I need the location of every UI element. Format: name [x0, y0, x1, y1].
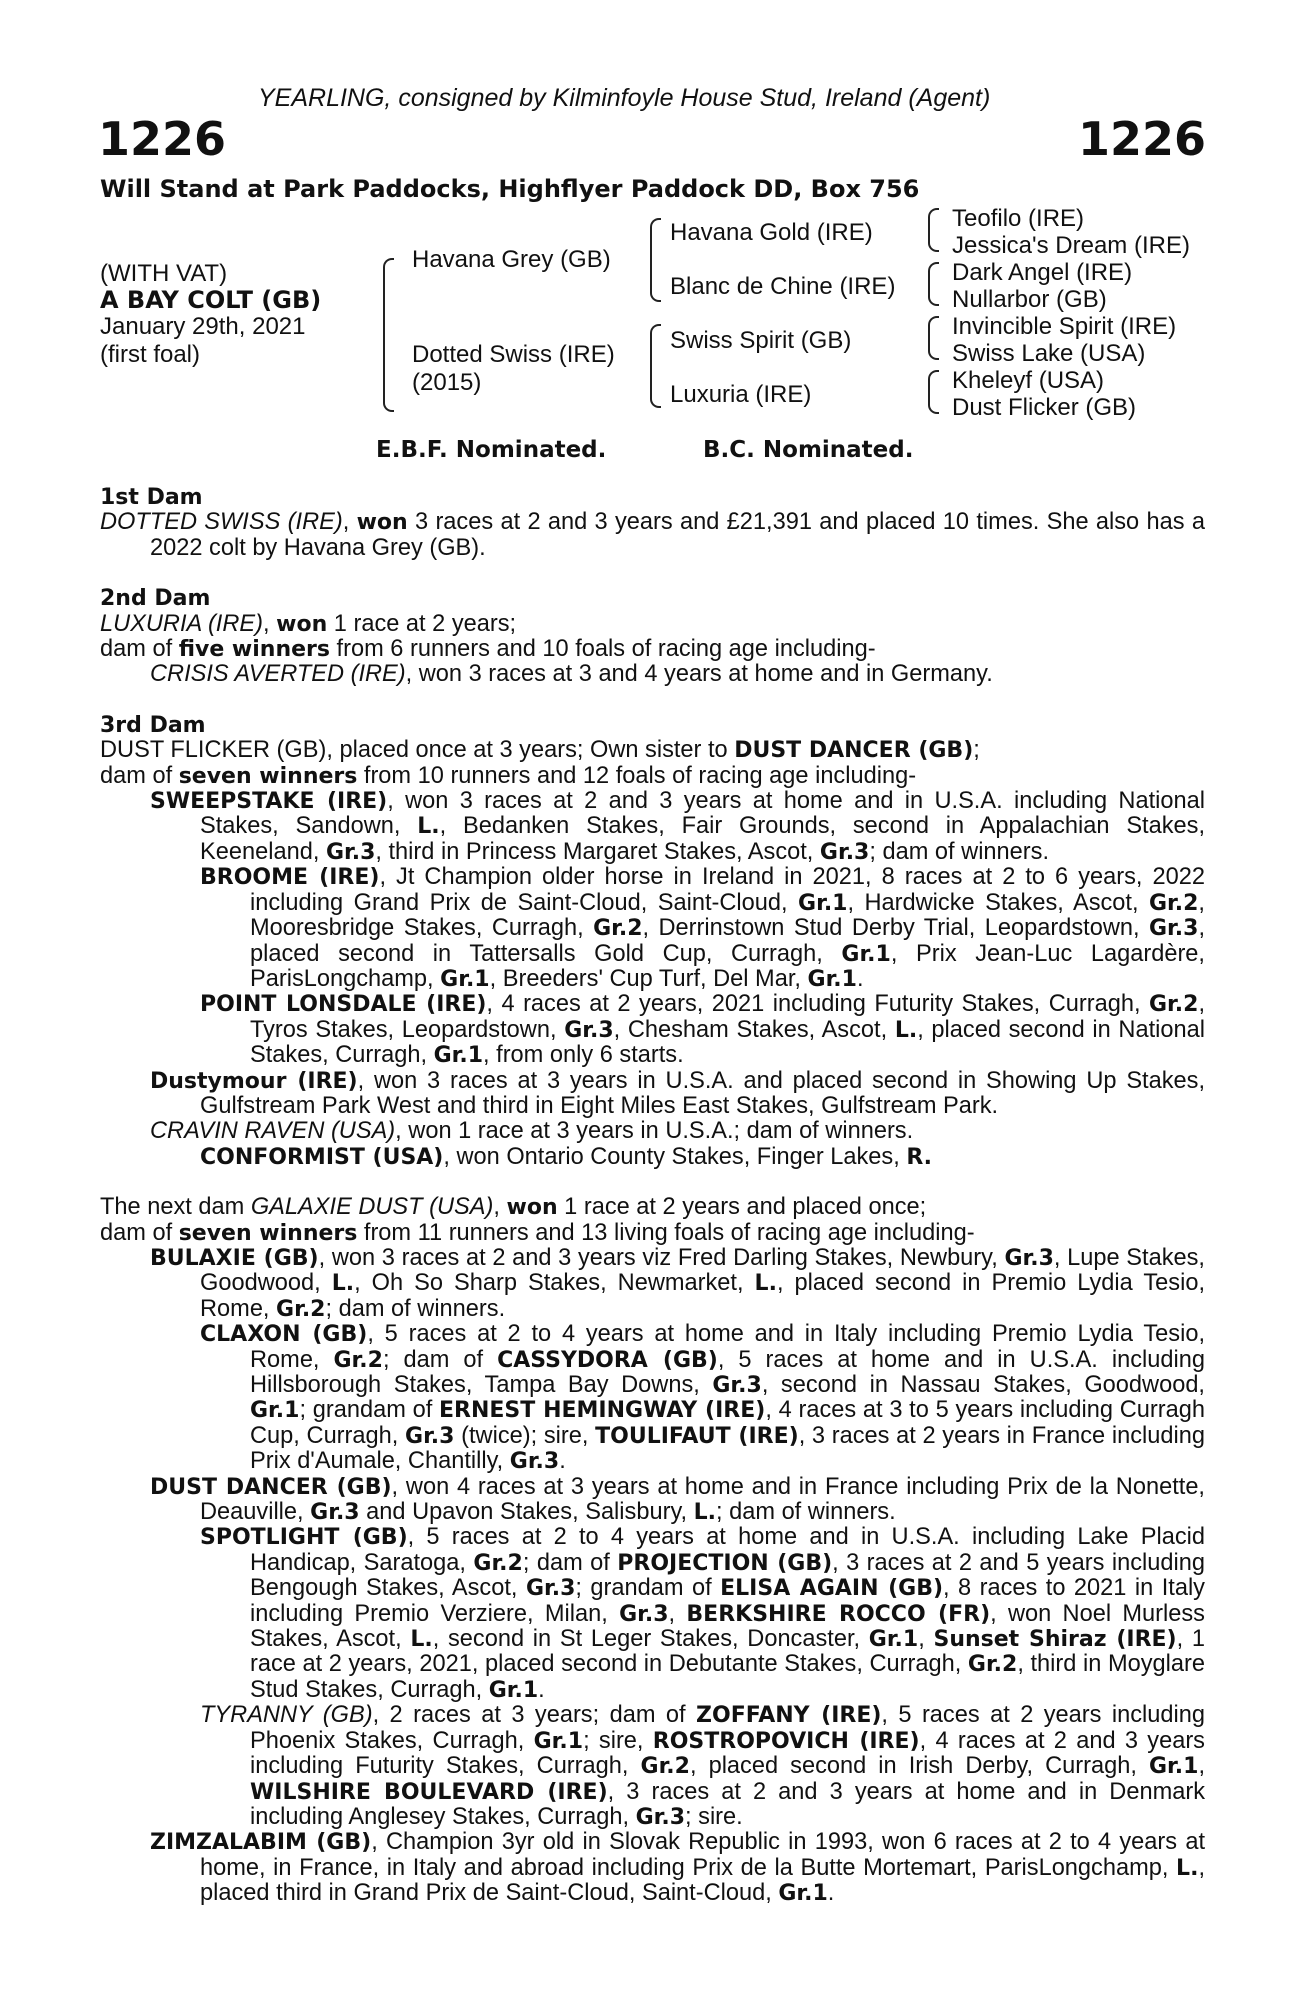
ped-sss: Teofilo (IRE) [952, 205, 1085, 232]
next-dam-produce: dam of seven winners from 11 runners and 13 living foals of racing age including- [100, 1219, 975, 1246]
next-dam-text: The next dam GALAXIE DUST (USA), won 1 race at 2 years and placed once; [100, 1194, 927, 1221]
dam-year: (2015) [412, 369, 482, 396]
pedigree-brace-ds [928, 316, 939, 360]
pedigree-brace-ss [928, 208, 939, 252]
dam-sire: Swiss Spirit (GB) [670, 327, 852, 354]
lot-number-right: 1226 [1077, 112, 1206, 166]
pedigree-brace-main [383, 258, 394, 412]
ped-dss: Invincible Spirit (IRE) [952, 313, 1177, 340]
horse-name: A BAY COLT (GB) [100, 286, 322, 314]
lot-number-left: 1226 [98, 112, 227, 166]
third-dam-produce: dam of seven winners from 10 runners and 12 foals of racing age including- [100, 762, 917, 789]
sire: Havana Grey (GB) [412, 246, 611, 273]
second-dam-text: LUXURIA (IRE), won 1 race at 2 years; [100, 610, 517, 637]
ped-dds: Kheleyf (USA) [952, 367, 1105, 394]
foaling-date: January 29th, 2021 [100, 313, 306, 340]
ped-ssd: Jessica's Dream (IRE) [952, 232, 1190, 259]
third-dam-text: DUST FLICKER (GB), placed once at 3 years; Own sister to DUST DANCER (GB); [100, 737, 980, 764]
offspring-cravin-raven: CRAVIN RAVEN (USA), won 1 race at 3 years in U.S.A.; dam of winners. [150, 1118, 914, 1145]
third-dam-heading: 3rd Dam [100, 712, 206, 738]
ped-dsd: Swiss Lake (USA) [952, 340, 1146, 367]
pedigree-brace-sire [650, 218, 661, 302]
first-dam-heading: 1st Dam [100, 485, 203, 510]
offspring-dust-dancer: DUST DANCER (GB), won 4 races at 3 years at home and in France including Prix de la Nonette, Deauville, Gr.3 and Upavon Stakes, Salisbury, L.; dam of winners. [150, 1473, 1205, 1526]
offspring-zimzalabim: ZIMZALABIM (GB), Champion 3yr old in Slovak Republic in 1993, won 6 races at 2 to 4 years at home, in France, in Italy and abroad including Prix de la Butte Mortemart, ParisLongchamp, L., placed third in Grand Prix de Saint-Cloud, Saint-Cloud, Gr.1. [150, 1829, 1205, 1907]
dam: Dotted Swiss (IRE) [412, 341, 615, 368]
first-dam-text: DOTTED SWISS (IRE), won 3 races at 2 and 3 years and £21,391 and placed 10 times. She also has a 2022 colt by Havana Grey (GB). [100, 509, 1205, 561]
ebf-nomination: E.B.F. Nominated. [376, 437, 607, 463]
ped-ddd: Dust Flicker (GB) [952, 394, 1137, 421]
ped-sds: Dark Angel (IRE) [952, 259, 1133, 286]
offspring-point-lonsdale: POINT LONSDALE (IRE), 4 races at 2 years, 2021 including Futurity Stakes, Curragh, Gr.2, Tyros Stakes, Leopardstown, Gr.3, Chesham Stakes, Ascot, L., placed second in National Stakes, Curragh, Gr.1, from only 6 starts. [200, 991, 1206, 1069]
foal-note: (first foal) [100, 341, 201, 368]
second-dam-heading: 2nd Dam [100, 586, 211, 612]
bc-nomination: B.C. Nominated. [703, 437, 914, 463]
ped-sdd: Nullarbor (GB) [952, 286, 1107, 313]
pedigree-brace-dam [650, 324, 661, 408]
pedigree-brace-sd [928, 262, 939, 306]
offspring-sweepstake: SWEEPSTAKE (IRE), won 3 races at 2 and 3 years at home and in U.S.A. including National Stakes, Sandown, L., Bedanken Stakes, Fair Grounds, second in Appalachian Stakes, Keeneland, Gr.3, third in Princess Margaret Stakes, Ascot, Gr.3; dam of winners. [150, 788, 1205, 865]
offspring-conformist: CONFORMIST (USA), won Ontario County Stakes, Finger Lakes, R. [200, 1143, 933, 1170]
vat-note: (WITH VAT) [100, 260, 228, 287]
catalogue-body [100, 485, 1205, 1907]
dam-dam: Luxuria (IRE) [670, 381, 812, 408]
sire-sire: Havana Gold (IRE) [670, 219, 873, 246]
sire-dam: Blanc de Chine (IRE) [670, 273, 896, 300]
offspring-tyranny: TYRANNY (GB), 2 races at 3 years; dam of ZOFFANY (IRE), 5 races at 2 years including Phoenix Stakes, Curragh, Gr.1; sire, ROSTROPOVICH (IRE), 4 races at 2 and 3 years including Futurity Stakes, Curragh, Gr.2, placed second in Irish Derby, Curragh, Gr.1, WILSHIRE BOULEVARD (IRE), 3 races at 2 and 3 years at home and in Denmark including Anglesey Stakes, Curragh, Gr.3; sire. [200, 1702, 1206, 1830]
offspring-bulaxie: BULAXIE (GB), won 3 races at 2 and 3 years viz Fred Darling Stakes, Newbury, Gr.3, Lupe Stakes, Goodwood, L., Oh So Sharp Stakes, Newmarket, L., placed second in Premio Lydia Tesio, Rome, Gr.2; dam of winners. [150, 1244, 1205, 1322]
stand-location: Will Stand at Park Paddocks, Highflyer Paddock DD, Box 756 [100, 175, 920, 203]
second-dam-offspring: CRISIS AVERTED (IRE), won 3 races at 3 and 4 years at home and in Germany. [150, 661, 993, 688]
offspring-dustymour: Dustymour (IRE), won 3 races at 3 years in U.S.A. and placed second in Showing Up Stakes, Gulfstream Park West and third in Eight Miles East Stakes, Gulfstream Park. [150, 1067, 1205, 1119]
consignment-line: YEARLING, consigned by Kilminfoyle House Stud, Ireland (Agent) [258, 84, 991, 112]
pedigree-brace-dd [928, 370, 939, 414]
offspring-claxon: CLAXON (GB), 5 races at 2 to 4 years at home and in Italy including Premio Lydia Tesio, Rome, Gr.2; dam of CASSYDORA (GB), 5 races at home and in U.S.A. including Hillsborough Stakes, Tampa Bay Downs, Gr.3, second in Nassau Stakes, Goodwood, Gr.1; grandam of ERNEST HEMINGWAY (IRE), 4 races at 3 to 5 years including Curragh Cup, Curragh, Gr.3 (twice); sire, TOULIFAUT (IRE), 3 races at 2 years in France including Prix d'Aumale, Chantilly, Gr.3. [200, 1321, 1206, 1475]
offspring-broome: BROOME (IRE), Jt Champion older horse in Ireland in 2021, 8 races at 2 to 6 years, 2022 including Grand Prix de Saint-Cloud, Saint-Cloud, Gr.1, Hardwicke Stakes, Ascot, Gr.2, Mooresbridge Stakes, Curragh, Gr.2, Derrinstown Stud Derby Trial, Leopardstown, Gr.3, placed second in Tattersalls Gold Cup, Curragh, Gr.1, Prix Jean-Luc Lagardère, ParisLongchamp, Gr.1, Breeders' Cup Turf, Del Mar, Gr.1. [200, 864, 1205, 992]
second-dam-produce: dam of five winners from 6 runners and 10 foals of racing age including- [100, 636, 876, 663]
offspring-spotlight: SPOTLIGHT (GB), 5 races at 2 to 4 years at home and in U.S.A. including Lake Placid Handicap, Saratoga, Gr.2; dam of PROJECTION (GB), 3 races at 2 and 5 years including Bengough Stakes, Ascot, Gr.3; grandam of ELISA AGAIN (GB), 8 races to 2021 in Italy including Premio Verziere, Milan, Gr.3, BERKSHIRE ROCCO (FR), won Noel Murless Stakes, Ascot, L., second in St Leger Stakes, Doncaster, Gr.1, Sunset Shiraz (IRE), 1 race at 2 years, 2021, placed second in Debutante Stakes, Curragh, Gr.2, third in Moyglare Stud Stakes, Curragh, Gr.1. [200, 1524, 1206, 1703]
